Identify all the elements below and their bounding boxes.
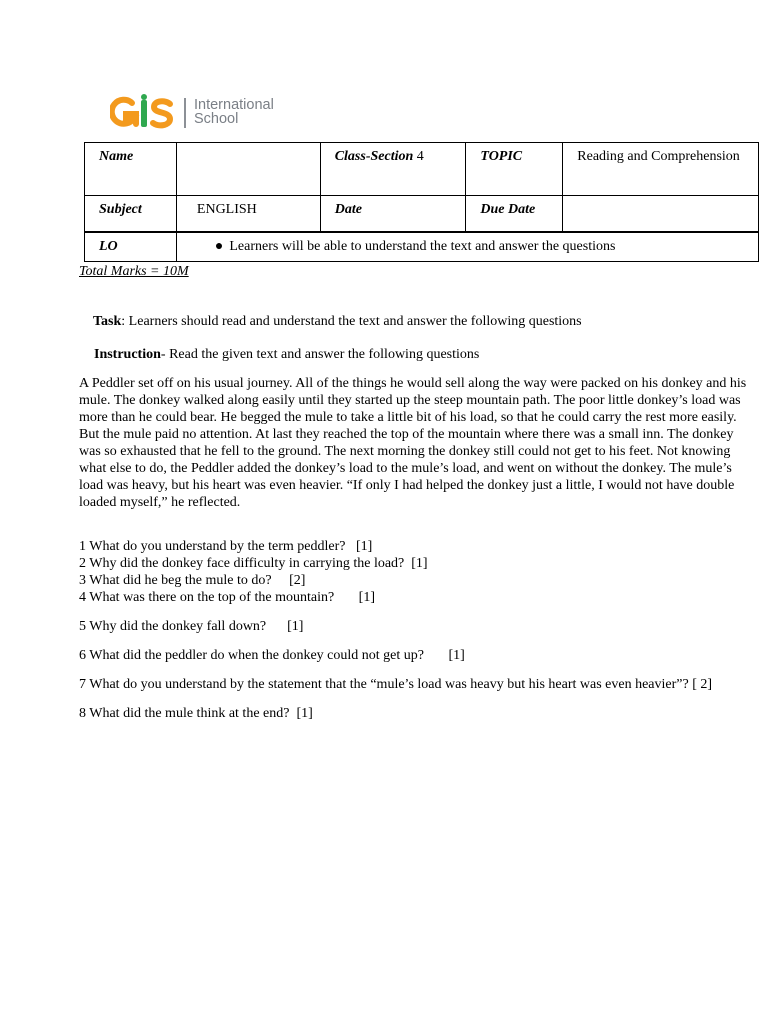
class-section-value: 4	[416, 149, 424, 164]
lo-label-cell	[85, 232, 177, 262]
topic-label: TOPIC	[480, 149, 523, 164]
header-row-2	[85, 196, 759, 233]
question-6: 6 What did the peddler do when the donkey could not get up? [1]	[79, 648, 465, 663]
logo-wordmark	[194, 98, 274, 126]
question-2: 2 Why did the donkey face difficulty in carrying the load? [1]	[79, 556, 428, 571]
gis-logo-mark-icon	[110, 94, 182, 134]
question-list	[79, 538, 759, 722]
lo-value: Learners will be able to understand the text and answer the questions	[229, 239, 616, 254]
school-logo	[110, 94, 300, 134]
task-line	[93, 314, 582, 330]
reading-passage: A Peddler set off on his usual journey. All of the things he would sell along the way were packed on his donkey and his mule. The donkey walked along easily until they started up the steep mountain path. The poor little donkey’s load was more than he could bear. He begged the mule to take a little bit of his load, so that he could carry the rest more easily. But the mule paid no attention. At last they reached the top of the mountain where there was a small inn. The donkey was so exhausted that he fell to the ground. The next morning the donkey still could not get to his feet. Not knowing what else to do, the Peddler added the donkey’s load to the mule’s load, and went on without the donkey. The mule’s load was heavy, but his heart was even heavier. “If only I had helped the donkey just a little, I would not have double loaded myself,” he reflected.	[79, 376, 747, 510]
instruction-line	[94, 347, 479, 363]
instruction-label: Instruction	[94, 347, 161, 362]
logo-line-1: International	[194, 97, 274, 113]
header-row-1	[85, 143, 759, 196]
name-label: Name	[99, 149, 134, 164]
worksheet-header-table	[84, 142, 759, 262]
question-3: 3 What did he beg the mule to do? [2]	[79, 573, 306, 588]
class-section-cell	[320, 143, 466, 196]
question-8: 8 What did the mule think at the end? [1]	[79, 706, 313, 721]
bullet-icon: ●	[214, 239, 224, 254]
due-date-value-cell[interactable]	[563, 196, 759, 233]
due-date-label: Due Date	[480, 202, 536, 217]
subject-label-cell	[85, 196, 177, 233]
logo-line-2: School	[194, 111, 239, 127]
lo-value-cell	[176, 232, 758, 262]
topic-label-cell	[466, 143, 563, 196]
question-1: 1 What do you understand by the term peddler? [1]	[79, 539, 373, 554]
task-label: Task	[93, 314, 122, 329]
topic-value-cell	[563, 143, 759, 196]
topic-value: Reading and Comprehension	[577, 149, 740, 164]
date-label: Date	[334, 202, 362, 217]
question-5: 5 Why did the donkey fall down? [1]	[79, 619, 304, 634]
due-date-label-cell	[466, 196, 563, 233]
logo-separator	[184, 98, 186, 128]
subject-label: Subject	[99, 202, 142, 217]
subject-value-cell	[176, 196, 320, 233]
date-label-cell	[320, 196, 466, 233]
class-section-label: Class-Section	[334, 149, 414, 164]
name-value-cell[interactable]	[176, 143, 320, 196]
total-marks: Total Marks = 10M	[79, 264, 189, 279]
header-row-lo	[85, 232, 759, 262]
subject-value: ENGLISH	[196, 202, 257, 217]
question-4: 4 What was there on the top of the mountain? [1]	[79, 590, 375, 605]
name-label-cell	[85, 143, 177, 196]
task-text: : Learners should read and understand the text and answer the following questions	[121, 314, 582, 329]
lo-label: LO	[99, 239, 118, 254]
question-7: 7 What do you understand by the statement that the “mule’s load was heavy but his heart was even heavier”? [ 2]	[79, 677, 713, 692]
instruction-text: - Read the given text and answer the following questions	[160, 347, 480, 362]
